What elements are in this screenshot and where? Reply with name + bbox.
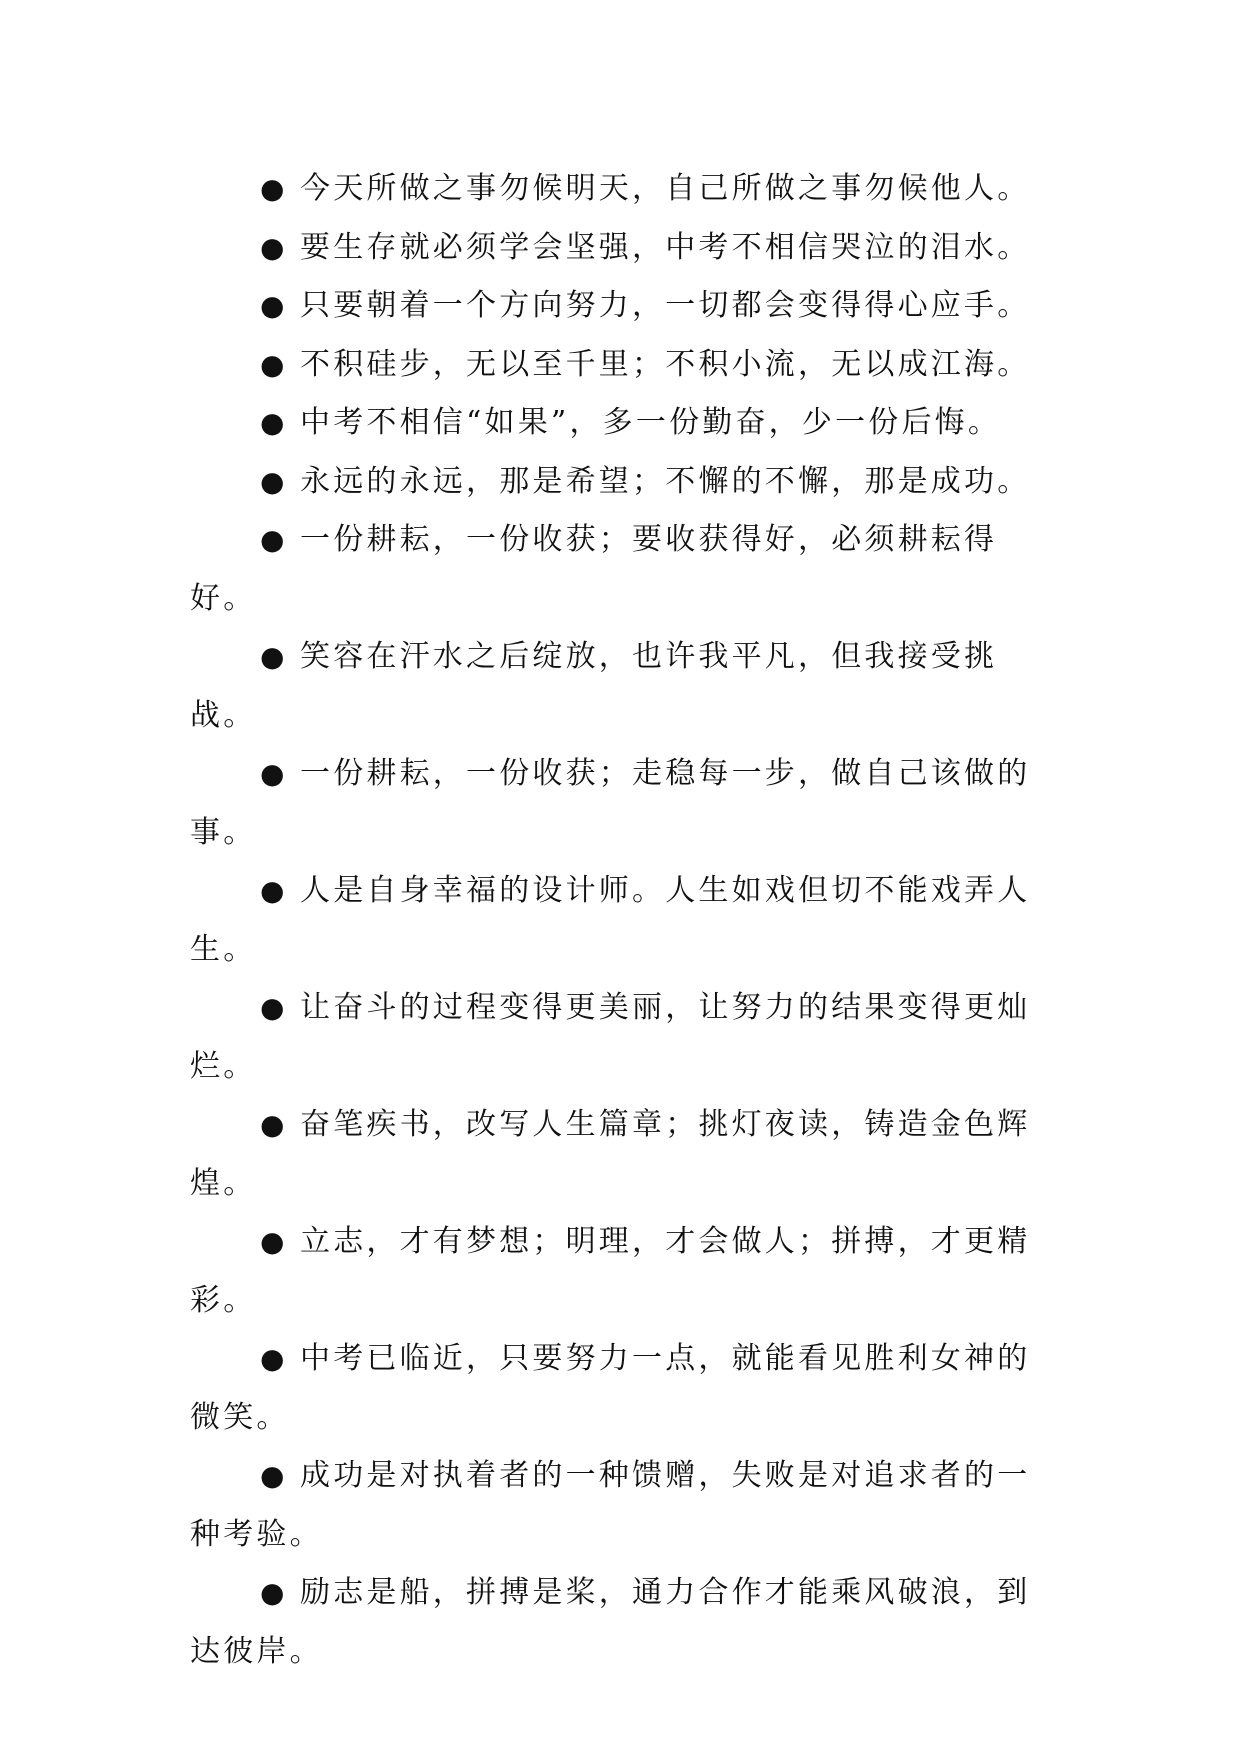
list-item-text: 要生存就必须学会坚强，中考不相信哭泣的泪水。 — [300, 229, 1031, 265]
bullet-icon: ● — [260, 1342, 288, 1375]
list-item-text: 让奋斗的过程变得更美丽，让努力的结果变得更灿烂。 — [190, 990, 1031, 1084]
list-item — [190, 862, 1060, 979]
list-item — [190, 511, 1060, 628]
list-item-text: 中考不相信“如果”，多一份勤奋，少一份后悔。 — [300, 405, 1002, 440]
list-item — [190, 453, 1060, 512]
bullet-icon: ● — [260, 874, 288, 907]
list-item-text: 一份耕耘，一份收获；要收获得好，必须耕耘得好。 — [190, 522, 998, 616]
bullet-icon: ● — [260, 289, 288, 322]
bullet-icon: ● — [260, 230, 288, 264]
bullet-icon: ● — [260, 991, 288, 1024]
list-item-text: 只要朝着一个方向努力，一切都会变得得心应手。 — [300, 288, 1031, 323]
list-item-text: 人是自身幸福的设计师。人生如戏但切不能戏弄人生。 — [190, 873, 1031, 967]
list-item-text: 奋笔疾书，改写人生篇章；挑灯夜读，铸造金色辉煌。 — [190, 1107, 1031, 1201]
bullet-icon: ● — [260, 1576, 288, 1609]
bullet-icon: ● — [260, 1459, 288, 1492]
list-item-text: 永远的永远，那是希望；不懈的不懈，那是成功。 — [300, 463, 1031, 499]
list-item — [190, 1096, 1060, 1213]
list-item — [190, 628, 1060, 745]
list-item — [190, 277, 1060, 336]
list-item — [190, 336, 1060, 395]
bullet-icon: ● — [260, 757, 288, 790]
list-item — [190, 979, 1060, 1096]
bullet-icon: ● — [260, 172, 288, 205]
list-item-text: 不积硅步，无以至千里；不积小流，无以成江海。 — [300, 346, 1031, 382]
list-item — [190, 160, 1060, 219]
list-item — [190, 1564, 1060, 1681]
bullet-icon: ● — [260, 523, 288, 556]
list-item — [190, 394, 1060, 453]
list-item-text: 立志，才有梦想；明理，才会做人；拼搏，才更精彩。 — [190, 1224, 1031, 1318]
list-item-text: 今天所做之事勿候明天，自己所做之事勿候他人。 — [300, 171, 1031, 206]
list-item-text: 中考已临近，只要努力一点，就能看见胜利女神的微笑。 — [190, 1341, 1031, 1435]
list-item-text: 笑容在汗水之后绽放，也许我平凡，但我接受挑战。 — [190, 639, 998, 733]
list-item-text: 励志是船，拼搏是桨，通力合作才能乘风破浪，到达彼岸。 — [190, 1575, 1031, 1669]
bullet-icon: ● — [260, 347, 288, 381]
bullet-icon: ● — [260, 1225, 288, 1258]
list-item-text: 一份耕耘，一份收获；走稳每一步，做自己该做的事。 — [190, 756, 1031, 850]
bullet-icon: ● — [260, 464, 288, 498]
bullet-list — [190, 160, 1060, 1681]
list-item — [190, 1213, 1060, 1330]
list-item — [190, 219, 1060, 278]
bullet-icon: ● — [260, 406, 288, 439]
list-item — [190, 745, 1060, 862]
bullet-icon: ● — [260, 640, 288, 673]
list-item-text: 成功是对执着者的一种馈赠，失败是对追求者的一种考验。 — [190, 1458, 1031, 1552]
list-item — [190, 1330, 1060, 1447]
list-item — [190, 1447, 1060, 1564]
bullet-icon: ● — [260, 1108, 288, 1141]
